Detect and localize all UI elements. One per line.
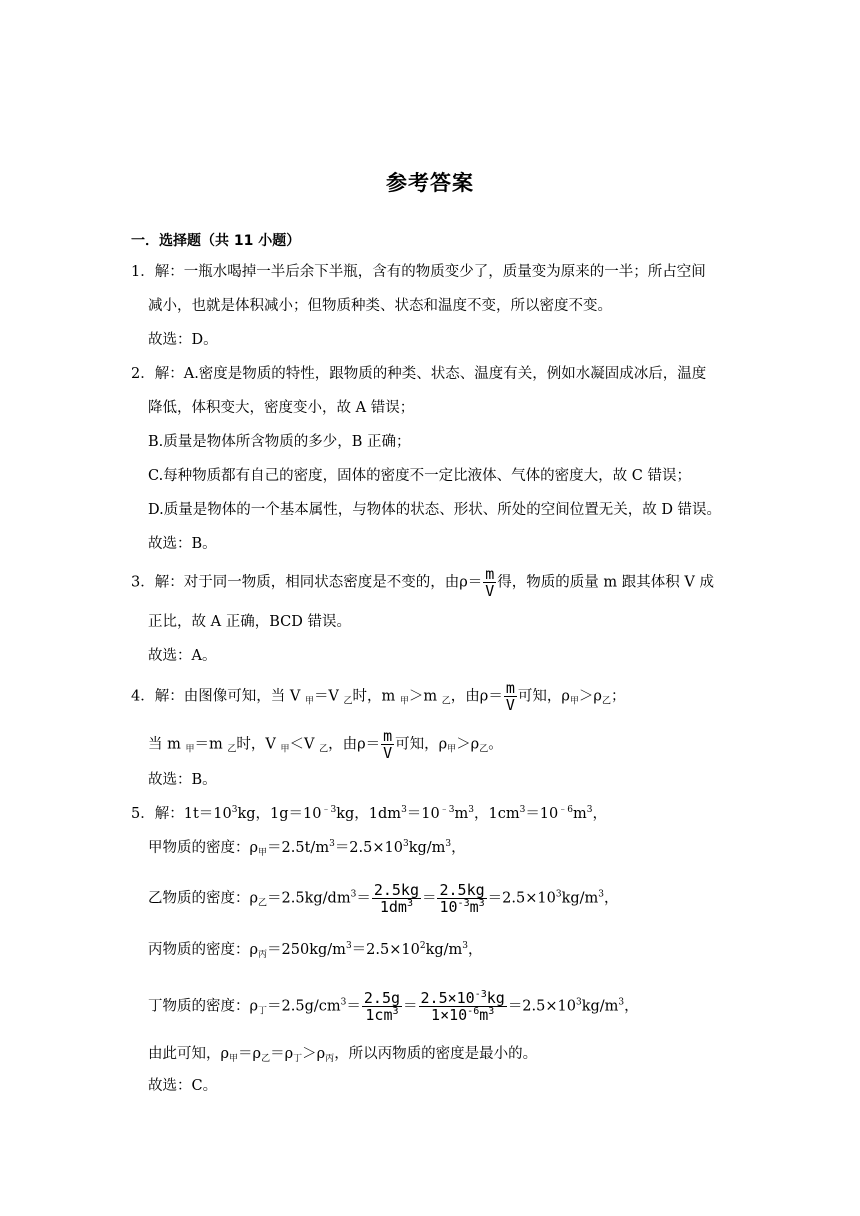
q4-line-1: 4．解：由图像可知，当 V $_甲$＝V $_乙$时，m $_甲$＞m $_乙$，由ρ＝ $\frac{m}{V}$ 可知，$\rho_甲>\rho_乙$； — [131, 679, 626, 714]
q3-answer: 故选：A。 — [148, 648, 217, 664]
density-formula — [483, 566, 496, 599]
density-formula — [504, 680, 517, 713]
fraction-kg-m3-2: $\frac{2.5\times 10^{-3}kg}{1\times 10^{-6}m^3}$ — [420, 989, 505, 1024]
q2-line-5: D.质量是物体的一个基本属性，与物体的状态、形状、所处的空间位置无关，故 D 错误。 — [148, 502, 722, 518]
q2-line-2: 降低，体积变大，密度变小，故 A 错误； — [148, 400, 415, 416]
frac-numerator: 2.5kg — [437, 882, 486, 899]
q3-text-a: 3．解：对于同一物质，相同状态密度是不变的，由ρ＝ — [131, 574, 483, 591]
frac-denominator-text: 1cm — [365, 1006, 393, 1024]
fraction-g-cm3 — [362, 990, 402, 1023]
frac-numerator: m — [485, 565, 495, 583]
q5-line-6: 由此可知，$\rho_甲=\rho_乙=\rho_丁>\rho_丙$，所以丙物质的密度是最小的。 — [148, 1046, 538, 1064]
q5-answer: 故选：C。 — [148, 1078, 218, 1094]
q1-line-1: 1．解：一瓶水喝掉一半后余下半瓶，含有的物质变少了，质量变为原来的一半；所占空间 — [131, 264, 706, 280]
frac-denominator: $1dm^3$ — [379, 898, 413, 916]
q2-line-3: B.质量是物体所含物质的多少，B 正确； — [148, 434, 411, 450]
fraction-kg-m3: $\frac{2.5kg}{10^{-3}m^3}$ — [439, 881, 485, 916]
q5-line-5: 丁物质的密度：$\rho_丁=2.5g/cm^3=$ $\frac{2.5g}{1cm^3}$ ＝ $\frac{2.5\times 10^{-3}kg}{1\times 10^{-6}m^3}$ $=2.5\times 10^3kg/m^3$， — [148, 989, 639, 1024]
q3-line-2: 正比，故 A 正确，BCD 错误。 — [148, 614, 351, 630]
frac-numerator: m — [505, 679, 515, 697]
frac-denominator: $1cm^3$ — [365, 1006, 399, 1024]
page-title: 参考答案 — [386, 171, 474, 195]
fraction-kg-dm3 — [372, 882, 421, 915]
frac-denominator: V — [383, 744, 393, 762]
q2-line-4: C.每种物质都有自己的密度，固体的密度不一定比液体、气体的密度大，故 C 错误； — [148, 468, 691, 484]
frac-denominator: V — [485, 582, 495, 600]
frac-denominator: V — [505, 696, 515, 714]
q1-answer: 故选：D。 — [148, 332, 218, 348]
density-formula — [381, 728, 394, 761]
q1-line-2: 减小，也就是体积减小；但物质种类、状态和温度不变，所以密度不变。 — [148, 298, 612, 314]
section-heading: 一．选择题（共 11 小题） — [131, 233, 301, 249]
q2-line-1: 2．解：A.密度是物质的特性，跟物质的种类、状态、温度有关，例如水凝固成冰后，温度 — [131, 366, 707, 382]
frac-numerator: 2.5g — [363, 989, 401, 1007]
frac-numerator: m — [383, 727, 393, 745]
q4-answer: 故选：B。 — [148, 772, 217, 788]
q5-line-3: 乙物质的密度：$\rho_乙=2.5kg/dm^3=$ $\frac{2.5kg}{1dm^3}$ ＝ $\frac{2.5kg}{10^{-3}m^3}$ $=2.5\times 10^3kg/m^3$， — [148, 881, 619, 916]
q2-answer: 故选：B。 — [148, 536, 217, 552]
q4-line-2: 当 m $_甲$＝m $_乙$时，V $_甲$＜V $_乙$，由ρ＝ $\frac{m}{V}$ 可知，$\rho_甲>\rho_乙$。 — [148, 727, 503, 762]
q5-line-4: 丙物质的密度：$\rho_丙=250kg/m^3=2.5\times 10^2kg/m^3$， — [148, 941, 483, 960]
frac-denominator-text: 1dm — [379, 898, 407, 916]
q3-line-1 — [131, 566, 714, 599]
q3-text-b: 得，物质的质量 m 跟其体积 V 成 — [497, 574, 714, 591]
q5-line-1: 5．解：$1t=10^3kg$，$1g=10^{﹣3}kg$，$1dm^3=10^{﹣3}m^3$，$1cm^3=10^{﹣6}m^3$， — [131, 805, 607, 822]
q5-line-2: 甲物质的密度：$\rho_甲=2.5t/m^3=2.5\times 10^3kg/m^3$， — [148, 839, 466, 858]
frac-numerator: 2.5kg — [373, 881, 419, 899]
